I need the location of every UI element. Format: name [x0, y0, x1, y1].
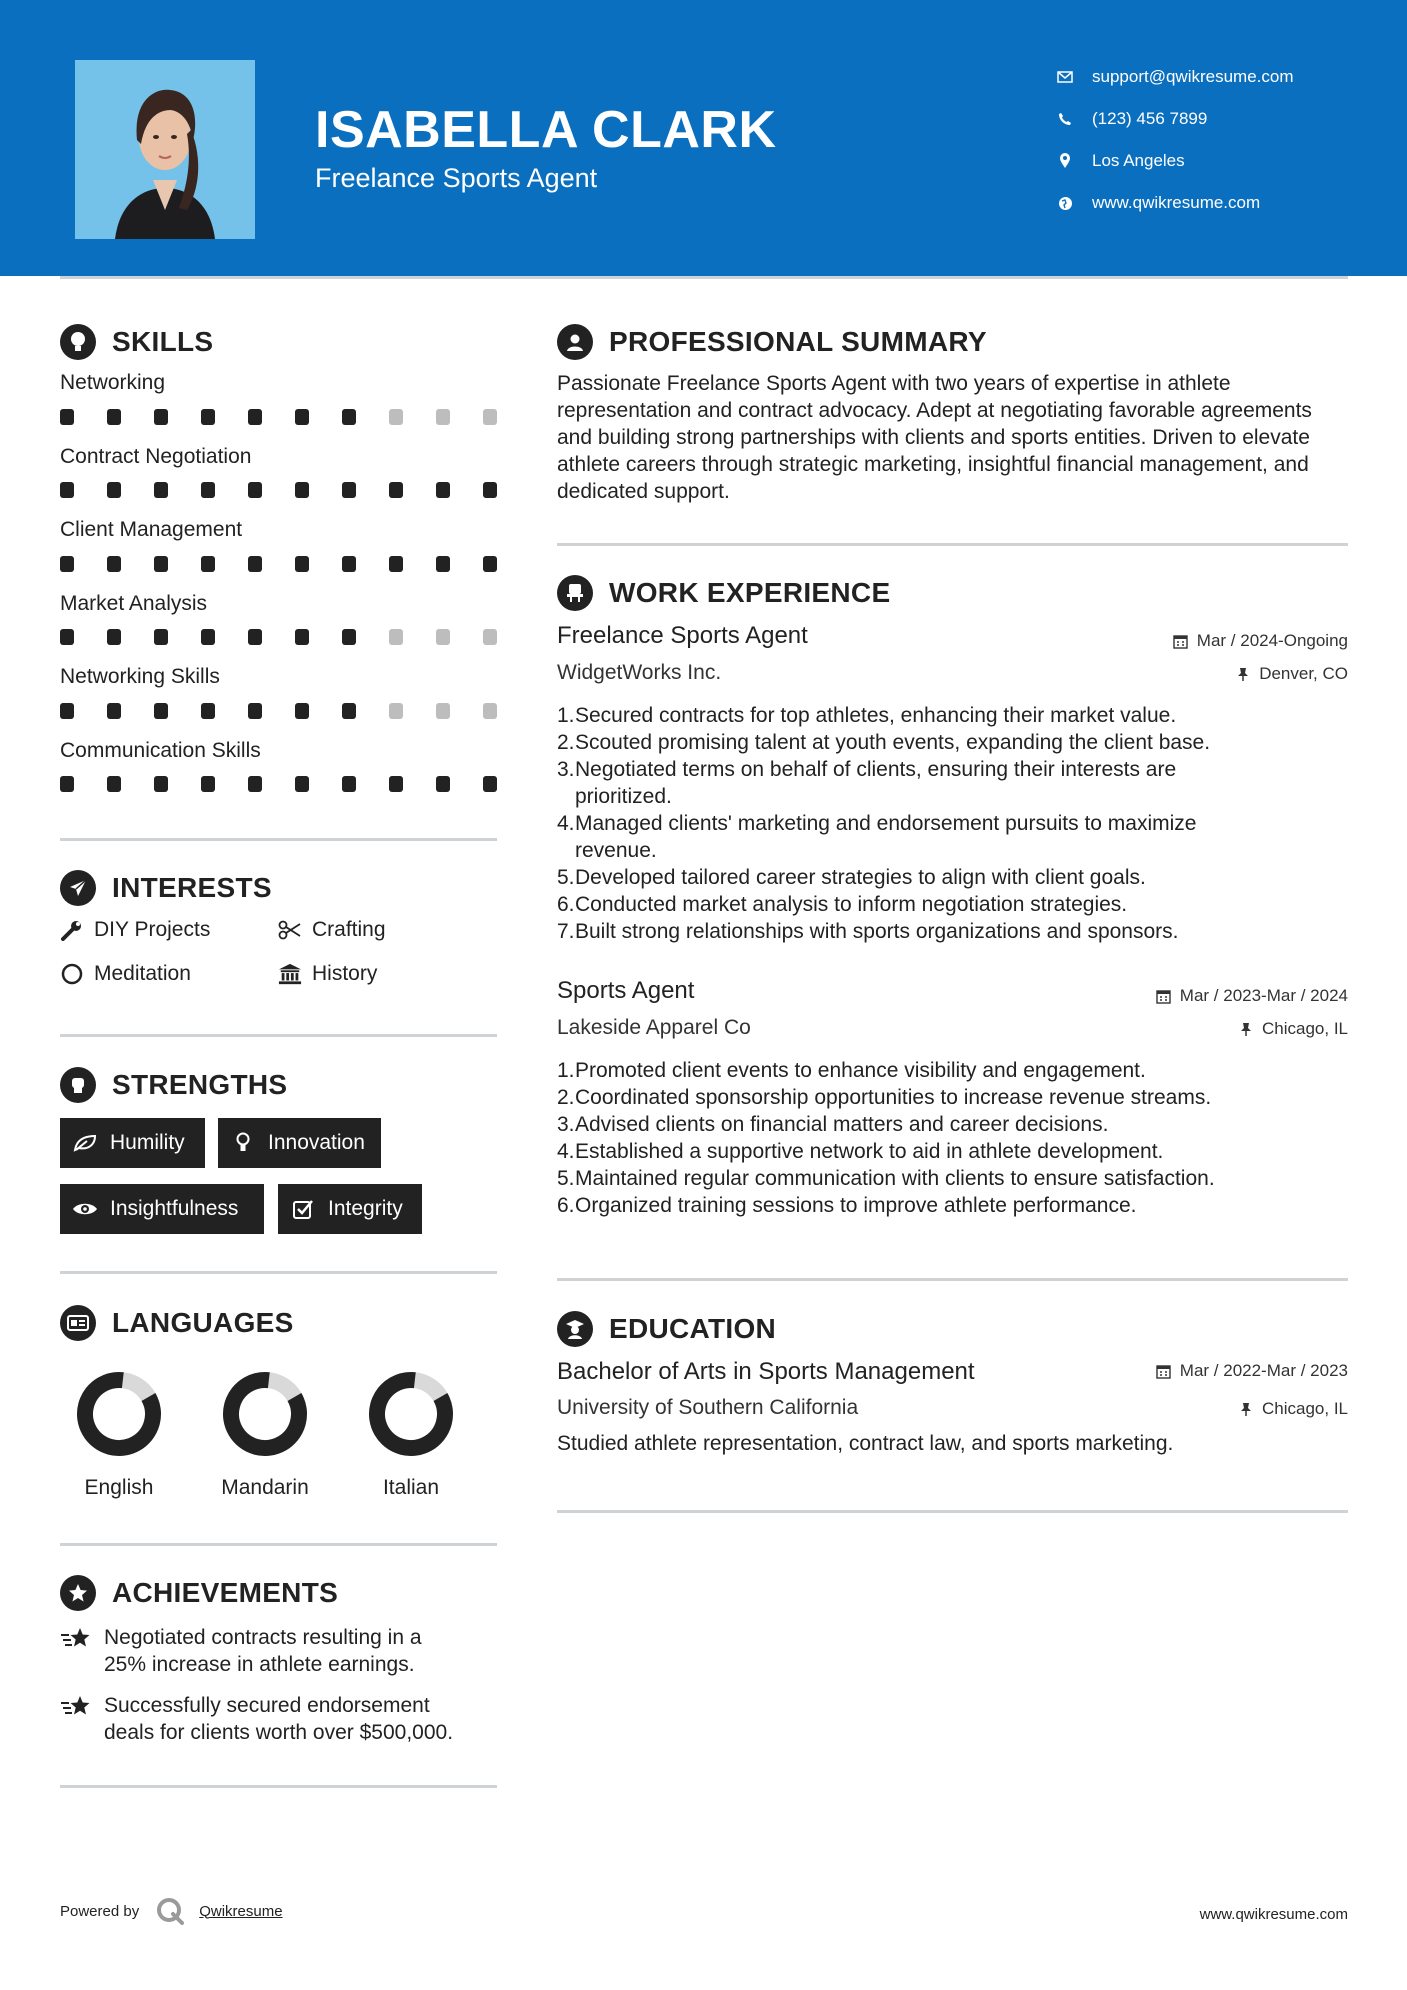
bullet-number: 4. [557, 812, 575, 835]
achievement-line: 25% increase in athlete earnings. [104, 1653, 415, 1676]
achievement-line: Successfully secured endorsement [104, 1694, 430, 1717]
rating-dot-filled [295, 776, 309, 792]
rating-dot-filled [60, 556, 74, 572]
summary-heading [557, 324, 987, 360]
check-square-icon [290, 1198, 316, 1220]
footer-url[interactable]: www.qwikresume.com [1199, 1906, 1348, 1923]
section-divider [60, 1034, 497, 1037]
skill-label: Networking [60, 371, 166, 394]
bullet-text: Built strong relationships with sports organizations and sponsors. [575, 920, 1179, 943]
rating-dot-filled [201, 703, 215, 719]
strength-chip [60, 1118, 205, 1168]
rating-dot-filled [248, 409, 262, 425]
lightbulb-icon [60, 324, 96, 360]
job-bullet [557, 810, 1347, 864]
pushpin-icon [1238, 1021, 1254, 1037]
achievement-text [104, 1692, 453, 1746]
skill-rating [60, 629, 497, 645]
qwikresume-link[interactable]: Qwikresume [199, 1902, 283, 1920]
contact-phone-text: (123) 456 7899 [1092, 109, 1208, 128]
interests-heading [60, 870, 272, 906]
language-ring [205, 1369, 325, 1459]
job-date-text: Mar / 2023-Mar / 2024 [1179, 986, 1348, 1005]
strength-label: Innovation [268, 1131, 365, 1154]
pushpin-icon [1235, 666, 1251, 682]
bullet-number: 3. [557, 758, 575, 781]
powered-by-label: Powered by [60, 1902, 140, 1920]
bullet-text: Conducted market analysis to inform negotiation strategies. [575, 893, 1128, 916]
rating-dot-filled [60, 703, 74, 719]
rating-dot-filled [389, 776, 403, 792]
rating-dot-empty [483, 703, 497, 719]
job-bullet [557, 756, 1347, 810]
language-item [59, 1369, 179, 1500]
job-bullet [557, 1111, 1347, 1138]
interest-label: DIY Projects [94, 918, 211, 941]
rating-dot-filled [154, 409, 168, 425]
bullet-text: Managed clients' marketing and endorsement pursuits to maximize revenue. [575, 812, 1197, 862]
job-location [1238, 1019, 1348, 1039]
calendar-icon [1156, 988, 1172, 1004]
language-ring [351, 1369, 471, 1459]
rating-dot-filled [342, 409, 356, 425]
rating-dot-filled [107, 703, 121, 719]
rating-dot-filled [60, 409, 74, 425]
contact-location-text: Los Angeles [1092, 151, 1185, 170]
section-divider [557, 1278, 1348, 1281]
fist-icon [60, 1067, 96, 1103]
skill-label: Contract Negotiation [60, 445, 252, 468]
rating-dot-empty [389, 703, 403, 719]
contact-email[interactable] [1055, 56, 1294, 98]
achievement-text [104, 1624, 422, 1678]
section-divider [557, 1510, 1348, 1513]
rating-dot-filled [201, 629, 215, 645]
rating-dot-filled [107, 409, 121, 425]
language-ring-fill [365, 1369, 458, 1459]
job-bullet [557, 918, 1347, 945]
rating-dot-filled [436, 776, 450, 792]
education-description: Studied athlete representation, contract law, and sports marketing. [557, 1432, 1174, 1455]
job-bullet [557, 1138, 1347, 1165]
rating-dot-filled [295, 629, 309, 645]
contact-email-text: support@qwikresume.com [1092, 67, 1294, 86]
star-icon [60, 1694, 94, 1746]
bullet-text: Maintained regular communication with clients to ensure satisfaction. [575, 1167, 1215, 1190]
rating-dot-filled [342, 482, 356, 498]
section-divider [557, 543, 1348, 546]
bullet-number: 7. [557, 920, 575, 943]
globe-icon [1055, 193, 1075, 213]
star-badge-icon [60, 1575, 96, 1611]
language-ring [59, 1369, 179, 1459]
job-location-text: Chicago, IL [1262, 1019, 1348, 1038]
skill-label: Networking Skills [60, 665, 220, 688]
rating-dot-filled [342, 776, 356, 792]
job-bullet [557, 891, 1347, 918]
user-icon [557, 324, 593, 360]
bullet-number: 5. [557, 1167, 575, 1190]
summary-text: Passionate Freelance Sports Agent with two years of expertise in athlete representation and contract advocacy. Adept at negotiating favorable agreements and building strong partnerships with clients and sports entities. Driven to elevate athlete careers through strategic marketing, insightful financial management, and dedicated support. [557, 372, 1312, 503]
rating-dot-filled [248, 703, 262, 719]
contact-phone[interactable] [1055, 98, 1294, 140]
pushpin-icon [1238, 1401, 1254, 1417]
rating-dot-filled [60, 482, 74, 498]
contact-website[interactable] [1055, 182, 1294, 224]
rating-dot-filled [107, 556, 121, 572]
bullet-number: 1. [557, 704, 575, 727]
strengths-title: STRENGTHS [112, 1069, 288, 1100]
map-pin-icon [1055, 151, 1075, 171]
bullet-number: 6. [557, 893, 575, 916]
rating-dot-filled [295, 556, 309, 572]
bullet-number: 2. [557, 731, 575, 754]
profile-photo-illustration [75, 60, 255, 239]
job-company: WidgetWorks Inc. [557, 661, 722, 684]
skill-rating [60, 556, 497, 572]
job-bullet [557, 1165, 1347, 1192]
job-bullet [557, 1192, 1347, 1219]
rating-dot-empty [389, 409, 403, 425]
job-bullet [557, 1084, 1347, 1111]
interests-title: INTERESTS [112, 872, 272, 903]
rating-dot-filled [389, 556, 403, 572]
language-label: English [84, 1476, 154, 1499]
rating-dot-filled [154, 776, 168, 792]
interest-label: Meditation [94, 962, 191, 985]
work-title: WORK EXPERIENCE [609, 577, 891, 608]
rating-dot-filled [342, 629, 356, 645]
bullet-number: 1. [557, 1059, 575, 1082]
achievement-item [60, 1624, 500, 1678]
bullet-text: Negotiated terms on behalf of clients, ensuring their interests are prioritized. [575, 758, 1177, 808]
rating-dot-filled [201, 776, 215, 792]
strength-label: Integrity [328, 1197, 403, 1220]
contact-website-text: www.qwikresume.com [1092, 193, 1261, 212]
job-title: Freelance Sports Agent [557, 622, 808, 649]
rating-dot-filled [107, 776, 121, 792]
rating-dot-filled [201, 556, 215, 572]
job-bullets [557, 1057, 1347, 1219]
bullet-text: Developed tailored career strategies to align with client goals. [575, 866, 1146, 889]
profile-photo [75, 60, 255, 239]
calendar-icon [1156, 1363, 1172, 1379]
candidate-title: Freelance Sports Agent [315, 163, 598, 193]
rating-dot-filled [201, 482, 215, 498]
rating-dot-filled [60, 776, 74, 792]
job-company: Lakeside Apparel Co [557, 1016, 751, 1039]
rating-dot-filled [436, 556, 450, 572]
wrench-icon [60, 918, 84, 942]
rating-dot-filled [295, 409, 309, 425]
job-date-text: Mar / 2024-Ongoing [1196, 631, 1348, 650]
job-date [1173, 631, 1348, 651]
skill-label: Market Analysis [60, 592, 208, 615]
bullet-number: 6. [557, 1194, 575, 1217]
rating-dot-empty [483, 629, 497, 645]
achievements-heading [60, 1575, 338, 1611]
graduate-icon [557, 1311, 593, 1347]
lightbulb-icon [230, 1132, 256, 1154]
header-divider [60, 276, 1348, 279]
education-location-text: Chicago, IL [1262, 1399, 1348, 1418]
job-location [1235, 664, 1348, 684]
skill-rating [60, 703, 497, 719]
strength-chip [218, 1118, 381, 1168]
eye-icon [72, 1198, 98, 1220]
rating-dot-empty [436, 703, 450, 719]
section-divider [60, 1543, 497, 1546]
job-bullet [557, 702, 1347, 729]
rating-dot-filled [154, 629, 168, 645]
job-title: Sports Agent [557, 977, 695, 1004]
skill-label: Communication Skills [60, 739, 261, 762]
envelope-icon [1055, 67, 1075, 87]
chair-icon [557, 575, 593, 611]
rating-dot-filled [154, 556, 168, 572]
skills-heading [60, 324, 213, 360]
rating-dot-filled [483, 776, 497, 792]
bullet-text: Secured contracts for top athletes, enhancing their market value. [575, 704, 1177, 727]
strength-label: Insightfulness [110, 1197, 239, 1220]
job-date [1156, 986, 1348, 1006]
rating-dot-empty [436, 629, 450, 645]
contact-list [1055, 56, 1294, 224]
circle-icon [60, 962, 84, 986]
bullet-text: Advised clients on financial matters and career decisions. [575, 1113, 1109, 1136]
section-divider [60, 1271, 497, 1274]
achievements-title: ACHIEVEMENTS [112, 1577, 339, 1608]
language-ring-fill [73, 1369, 166, 1459]
achievement-line: Negotiated contracts resulting in a [104, 1626, 422, 1649]
rating-dot-filled [201, 409, 215, 425]
rating-dot-filled [107, 482, 121, 498]
bullet-text: Scouted promising talent at youth events, expanding the client base. [575, 731, 1211, 754]
rating-dot-filled [342, 703, 356, 719]
scissors-icon [278, 918, 302, 942]
interest-item [278, 962, 377, 986]
strength-label: Humility [110, 1131, 185, 1154]
language-label: Mandarin [221, 1476, 309, 1499]
skill-rating [60, 482, 497, 498]
interest-label: History [312, 962, 378, 985]
bank-icon [278, 962, 302, 986]
interest-item [60, 962, 191, 986]
bullet-number: 4. [557, 1140, 575, 1163]
rating-dot-filled [107, 629, 121, 645]
job-bullets [557, 702, 1347, 945]
strength-chip [278, 1184, 422, 1234]
skills-title: SKILLS [112, 326, 214, 357]
interest-label: Crafting [312, 918, 386, 941]
rating-dot-filled [295, 703, 309, 719]
education-title: EDUCATION [609, 1313, 777, 1344]
bullet-number: 3. [557, 1113, 575, 1136]
qwikresume-logo-icon [155, 1896, 185, 1926]
job-bullet [557, 1057, 1347, 1084]
degree-title: Bachelor of Arts in Sports Management [557, 1358, 975, 1385]
languages-title: LANGUAGES [112, 1307, 294, 1338]
rating-dot-filled [248, 776, 262, 792]
section-divider [60, 838, 497, 841]
phone-icon [1055, 109, 1075, 129]
rating-dot-filled [60, 629, 74, 645]
bullet-number: 2. [557, 1086, 575, 1109]
rating-dot-empty [436, 409, 450, 425]
language-ring-fill [219, 1369, 312, 1459]
bullet-text: Promoted client events to enhance visibility and engagement. [575, 1059, 1146, 1082]
language-label: Italian [382, 1476, 440, 1499]
interest-item [278, 918, 386, 942]
section-divider [60, 1785, 497, 1788]
calendar-icon [1173, 633, 1189, 649]
achievement-item [60, 1692, 500, 1746]
job-bullet [557, 864, 1347, 891]
achievement-line: deals for clients worth over $500,000. [104, 1721, 454, 1744]
language-item [205, 1369, 325, 1500]
leaf-icon [72, 1132, 98, 1154]
bullet-text: Coordinated sponsorship opportunities to increase revenue streams. [575, 1086, 1212, 1109]
bullet-text: Organized training sessions to improve athlete performance. [575, 1194, 1137, 1217]
footer-branding [60, 1896, 283, 1926]
rating-dot-empty [483, 409, 497, 425]
skill-rating [60, 409, 497, 425]
rating-dot-filled [483, 482, 497, 498]
languages-heading [60, 1305, 294, 1341]
rating-dot-filled [248, 629, 262, 645]
education-heading [557, 1311, 776, 1347]
strength-chip [60, 1184, 264, 1234]
rating-dot-filled [483, 556, 497, 572]
language-item [351, 1369, 471, 1500]
skill-rating [60, 776, 497, 792]
work-heading [557, 575, 890, 611]
school-name: University of Southern California [557, 1396, 859, 1419]
education-date [1156, 1361, 1348, 1381]
rating-dot-filled [154, 482, 168, 498]
resume-header [0, 0, 1407, 276]
candidate-name: ISABELLA CLARK [315, 101, 777, 159]
language-card-icon [60, 1305, 96, 1341]
star-icon [60, 1626, 94, 1678]
job-location-text: Denver, CO [1259, 664, 1348, 683]
interest-item [60, 918, 210, 942]
summary-title: PROFESSIONAL SUMMARY [609, 326, 987, 357]
rating-dot-filled [154, 703, 168, 719]
strengths-heading [60, 1067, 287, 1103]
education-location [1238, 1399, 1348, 1419]
bullet-text: Established a supportive network to aid in athlete development. [575, 1140, 1164, 1163]
rating-dot-empty [389, 629, 403, 645]
bullet-number: 5. [557, 866, 575, 889]
education-date-text: Mar / 2022-Mar / 2023 [1179, 1361, 1348, 1380]
rating-dot-filled [436, 482, 450, 498]
rating-dot-filled [389, 482, 403, 498]
rating-dot-filled [295, 482, 309, 498]
rating-dot-filled [248, 482, 262, 498]
job-bullet [557, 729, 1347, 756]
rating-dot-filled [248, 556, 262, 572]
contact-location [1055, 140, 1294, 182]
paper-plane-icon [60, 870, 96, 906]
skill-label: Client Management [60, 518, 243, 541]
rating-dot-filled [342, 556, 356, 572]
